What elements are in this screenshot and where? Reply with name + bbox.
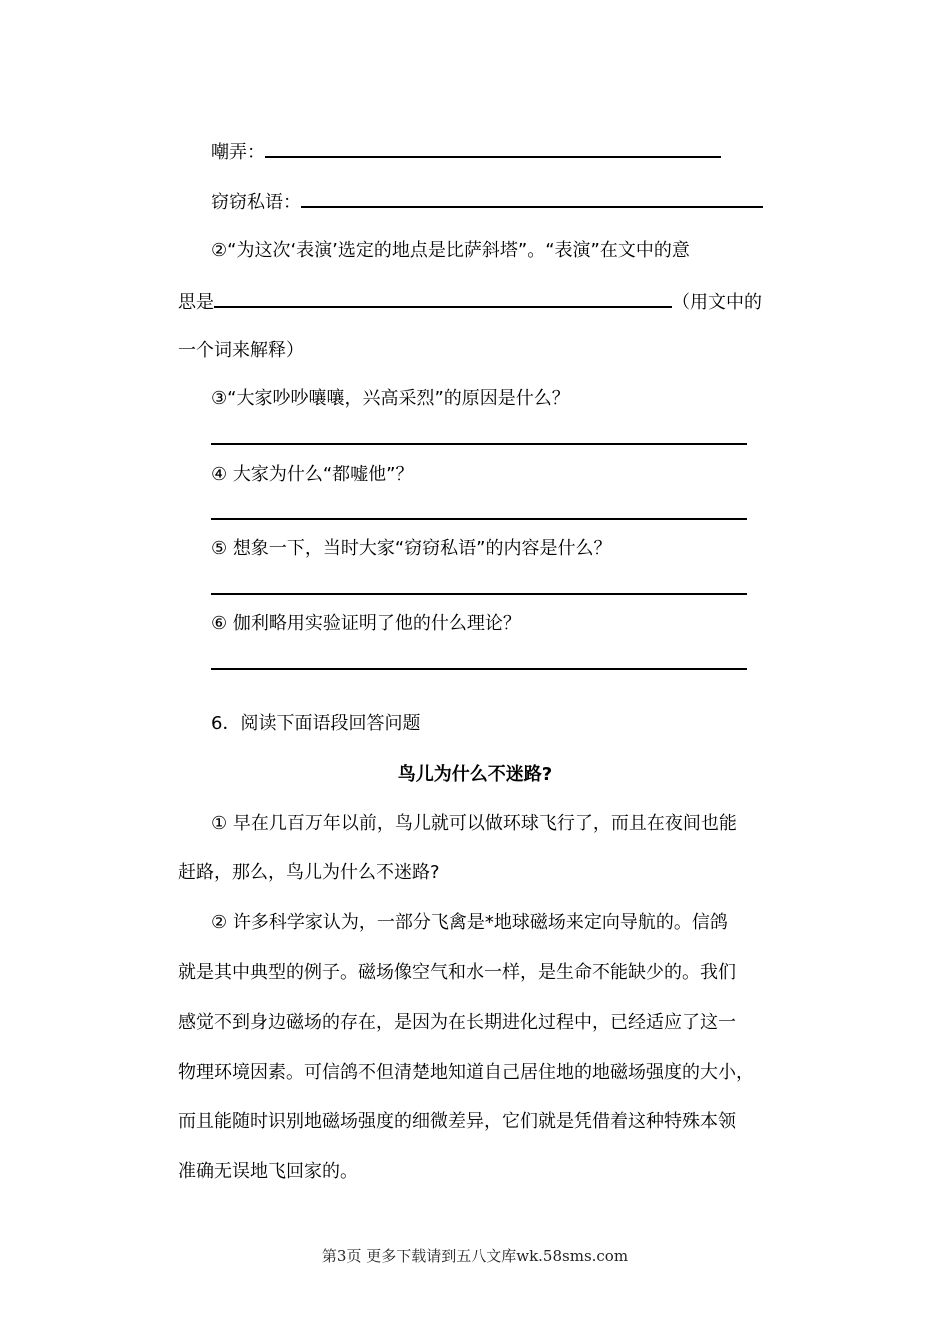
question-2-continuation — [178, 288, 762, 316]
question-2-suffix: （用文中的 — [672, 292, 762, 313]
passage-p2-line3: 感觉不到身边磁场的存在，是因为在长期进化过程中，已经适应了这一 — [178, 1012, 736, 1033]
question-4: ④ 大家为什么“都嘘他”？ — [211, 464, 414, 485]
passage-p1-line1: ① 早在几百万年以前，鸟儿就可以做环球飞行了，而且在夜间也能 — [211, 813, 737, 834]
passage-title: 鸟儿为什么不迷路? — [397, 764, 553, 785]
passage-p2-line1: ② 许多科学家认为，一部分飞禽是*地球磁场来定向导航的。信鸽 — [211, 912, 728, 933]
question-5-answer-line[interactable] — [211, 593, 747, 595]
passage-p2-line4: 物理环境因素。可信鸽不但清楚地知道自己居住地的地磁场强度的大小， — [178, 1062, 754, 1083]
question-3: ③“大家吵吵嚷嚷，兴高采烈”的原因是什么？ — [211, 388, 570, 409]
question-6: ⑥ 伽利略用实验证明了他的什么理论？ — [211, 613, 521, 634]
question-2-prefix: 思是 — [178, 292, 214, 313]
question-2: ②“为这次‘表演’选定的地点是比萨斜塔”。“表演”在文中的意 — [211, 240, 690, 261]
vocab-chaonong-label: 嘲弄： — [211, 142, 265, 163]
question-2-end: 一个词来解释） — [178, 340, 304, 361]
question-4-answer-line[interactable] — [211, 518, 747, 520]
exercise-6-heading: 6．阅读下面语段回答问题 — [211, 713, 421, 734]
question-2-blank[interactable] — [214, 288, 672, 308]
page-footer: 第3页 更多下载请到五八文库wk.58sms.com — [321, 1247, 629, 1265]
passage-p2-line2: 就是其中典型的例子。磁场像空气和水一样，是生命不能缺少的。我们 — [178, 962, 736, 983]
passage-p2-line5: 而且能随时识别地磁场强度的细微差异，它们就是凭借着这种特殊本领 — [178, 1111, 736, 1132]
question-5: ⑤ 想象一下，当时大家“窃窃私语”的内容是什么？ — [211, 538, 612, 559]
passage-p1-line2: 赶路，那么，鸟儿为什么不迷路? — [178, 862, 440, 883]
vocab-qieqiesiyu-label: 窃窃私语： — [211, 192, 301, 213]
vocab-chaonong-blank[interactable] — [265, 138, 721, 158]
passage-p2-line6: 准确无误地飞回家的。 — [178, 1161, 358, 1182]
vocab-chaonong-row — [211, 138, 721, 166]
question-6-answer-line[interactable] — [211, 668, 747, 670]
question-3-answer-line[interactable] — [211, 443, 747, 445]
vocab-qieqiesiyu-row — [211, 188, 763, 216]
vocab-qieqiesiyu-blank[interactable] — [301, 188, 763, 208]
